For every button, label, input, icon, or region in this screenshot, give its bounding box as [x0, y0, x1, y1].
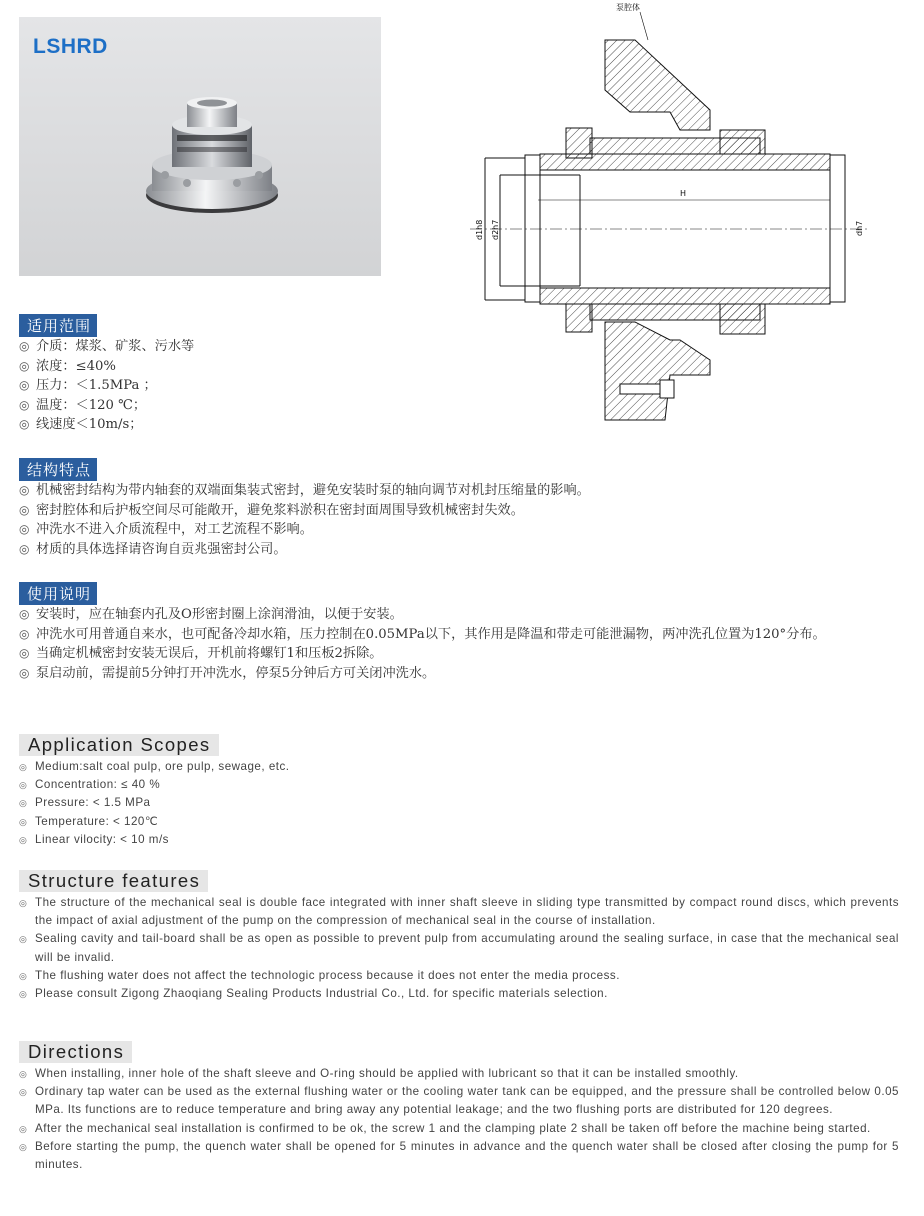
en-directions-section — [19, 1041, 899, 1174]
bullet-icon: ◎ — [19, 646, 30, 661]
bullet-icon: ◎ — [19, 1087, 28, 1098]
bullet-icon: ◎ — [19, 834, 28, 845]
list-item: ◎ Sealing cavity and tail-board shall be as open as possible to prevent pulp from accumulating around the sealing surface, in case that the mechanical seal will be invalid. — [19, 932, 899, 964]
list-item: ◎ 密封腔体和后护板空间尽可能敞开，避免浆料淤积在密封面周围导致机械密封失效。 — [19, 501, 590, 521]
list-item: ◎ Before starting the pump, the quench water shall be opened for 5 minutes in advance and the quench water shall be closed after closing the pump for 5 minutes. — [19, 1139, 899, 1172]
list-item: ◎ 冲洗水可用普通自来水，也可配备冷却水箱，压力控制在0.05MPa以下，其作用是降温和带走可能泄漏物，两冲洗孔位置为120°分布。 — [19, 625, 904, 645]
list-item: ◎ When installing, inner hole of the shaft sleeve and O-ring should be applied with lubricant so that it can be installed smoothly. — [19, 1065, 899, 1083]
bullet-icon: ◎ — [19, 1141, 28, 1152]
product-photo-panel — [19, 17, 381, 276]
bullet-icon: ◎ — [19, 798, 28, 809]
dimension-h: H — [680, 189, 687, 198]
list-item: ◎ 安装时，应在轴套内孔及O形密封圈上涂润滑油，以便于安装。 — [19, 605, 904, 625]
en-scope-list — [19, 758, 899, 849]
list-item: ◎ Linear vilocity: < 10 m/s — [19, 831, 899, 849]
bullet-icon: ◎ — [19, 970, 28, 981]
list-item: ◎ 泵启动前，需提前5分钟打开冲洗水，停泵5分钟后方可关闭冲洗水。 — [19, 664, 904, 684]
en-scope-section — [19, 734, 899, 849]
bullet-icon: ◎ — [19, 816, 28, 827]
cross-section-drawing — [470, 0, 870, 440]
list-item: ◎ Medium:salt coal pulp, ore pulp, sewage, etc. — [19, 758, 899, 776]
list-item: ◎ After the mechanical seal installation is confirmed to be ok, the screw 1 and the clamping plate 2 shall be taken off before the machine being started. — [19, 1120, 899, 1138]
list-item: ◎ The flushing water does not affect the technologic process because it does not enter the media process. — [19, 967, 899, 985]
bullet-icon: ◎ — [19, 522, 30, 537]
en-scope-title: Application Scopes — [19, 734, 219, 756]
en-features-list — [19, 894, 899, 1003]
bullet-icon: ◎ — [19, 483, 30, 497]
cn-scope-section — [19, 314, 194, 435]
bullet-icon: ◎ — [19, 762, 28, 772]
bullet-icon: ◎ — [19, 358, 30, 373]
list-item: ◎ Temperature: < 120℃ — [19, 813, 899, 831]
bullet-icon: ◎ — [19, 502, 30, 517]
list-item: ◎ Ordinary tap water can be used as the external flushing water or the cooling water tank can be equipped, and the pressure shall be controlled below 0.05 MPa. Its functions are to reduce temperature and bring away any potential leakage; and the two flushing ports are distributed for 120 degrees. — [19, 1085, 899, 1117]
bullet-icon: ◎ — [19, 989, 28, 1000]
bullet-icon: ◎ — [19, 541, 30, 556]
list-item: ◎ 浓度：≤40% — [19, 357, 194, 377]
list-item: ◎ 当确定机械密封安装无误后，开机前将螺钉1和压板2拆除。 — [19, 644, 904, 664]
bullet-icon: ◎ — [19, 780, 28, 791]
bullet-icon: ◎ — [19, 378, 30, 393]
list-item: ◎ 温度：＜120 ℃； — [19, 396, 194, 416]
bullet-icon: ◎ — [19, 1123, 28, 1134]
cn-directions-title: 使用说明 — [19, 582, 97, 605]
dimension-d2: d2h7 — [491, 219, 500, 240]
cn-directions-list — [19, 605, 904, 683]
en-features-title: Structure features — [19, 870, 208, 892]
dimension-d: dh7 — [855, 220, 864, 236]
cn-scope-title: 适用范围 — [19, 314, 97, 337]
bullet-icon: ◎ — [19, 665, 30, 680]
cn-features-title: 结构特点 — [19, 458, 97, 481]
bullet-icon: ◎ — [19, 397, 30, 412]
list-item: ◎ Pressure: < 1.5 MPa — [19, 794, 899, 812]
product-name: LSHRD — [33, 35, 108, 58]
mechanical-seal-image — [137, 95, 287, 220]
cn-features-list — [19, 481, 590, 559]
cn-directions-section — [19, 582, 904, 683]
pump-cavity-label: 泵腔体 — [616, 3, 640, 12]
list-item: ◎ 线速度＜10m/s； — [19, 415, 194, 435]
dimension-d1: d1h8 — [475, 219, 484, 240]
cn-scope-list — [19, 337, 194, 435]
bullet-icon: ◎ — [19, 339, 30, 353]
en-features-section — [19, 870, 899, 1003]
bullet-icon: ◎ — [19, 626, 30, 641]
list-item: ◎ The structure of the mechanical seal is double face integrated with inner shaft sleeve in sliding type transmitted by compact round discs, which prevents the impact of axial adjustment of the pump on the compression of mechanical seal in the course of installation. — [19, 896, 899, 928]
bullet-icon: ◎ — [19, 607, 30, 621]
list-item: ◎ 材质的具体选择请咨询自贡兆强密封公司。 — [19, 540, 590, 560]
list-item: ◎ Please consult Zigong Zhaoqiang Sealing Products Industrial Co., Ltd. for specific materials selection. — [19, 985, 899, 1003]
list-item: ◎ Concentration: ≤ 40 % — [19, 776, 899, 794]
bullet-icon: ◎ — [19, 1069, 28, 1079]
cn-features-section — [19, 458, 590, 559]
list-item: ◎ 冲洗水不进入介质流程中，对工艺流程不影响。 — [19, 520, 590, 540]
list-item: ◎ 压力：＜1.5MPa ； — [19, 376, 194, 396]
en-directions-list — [19, 1065, 899, 1174]
bullet-icon: ◎ — [19, 417, 30, 432]
en-directions-title: Directions — [19, 1041, 132, 1063]
list-item: ◎ 介质：煤浆、矿浆、污水等 — [19, 337, 194, 357]
bullet-icon: ◎ — [19, 898, 28, 908]
bullet-icon: ◎ — [19, 934, 28, 945]
list-item: ◎ 机械密封结构为带内轴套的双端面集装式密封，避免安装时泵的轴向调节对机封压缩量的影响。 — [19, 481, 590, 501]
